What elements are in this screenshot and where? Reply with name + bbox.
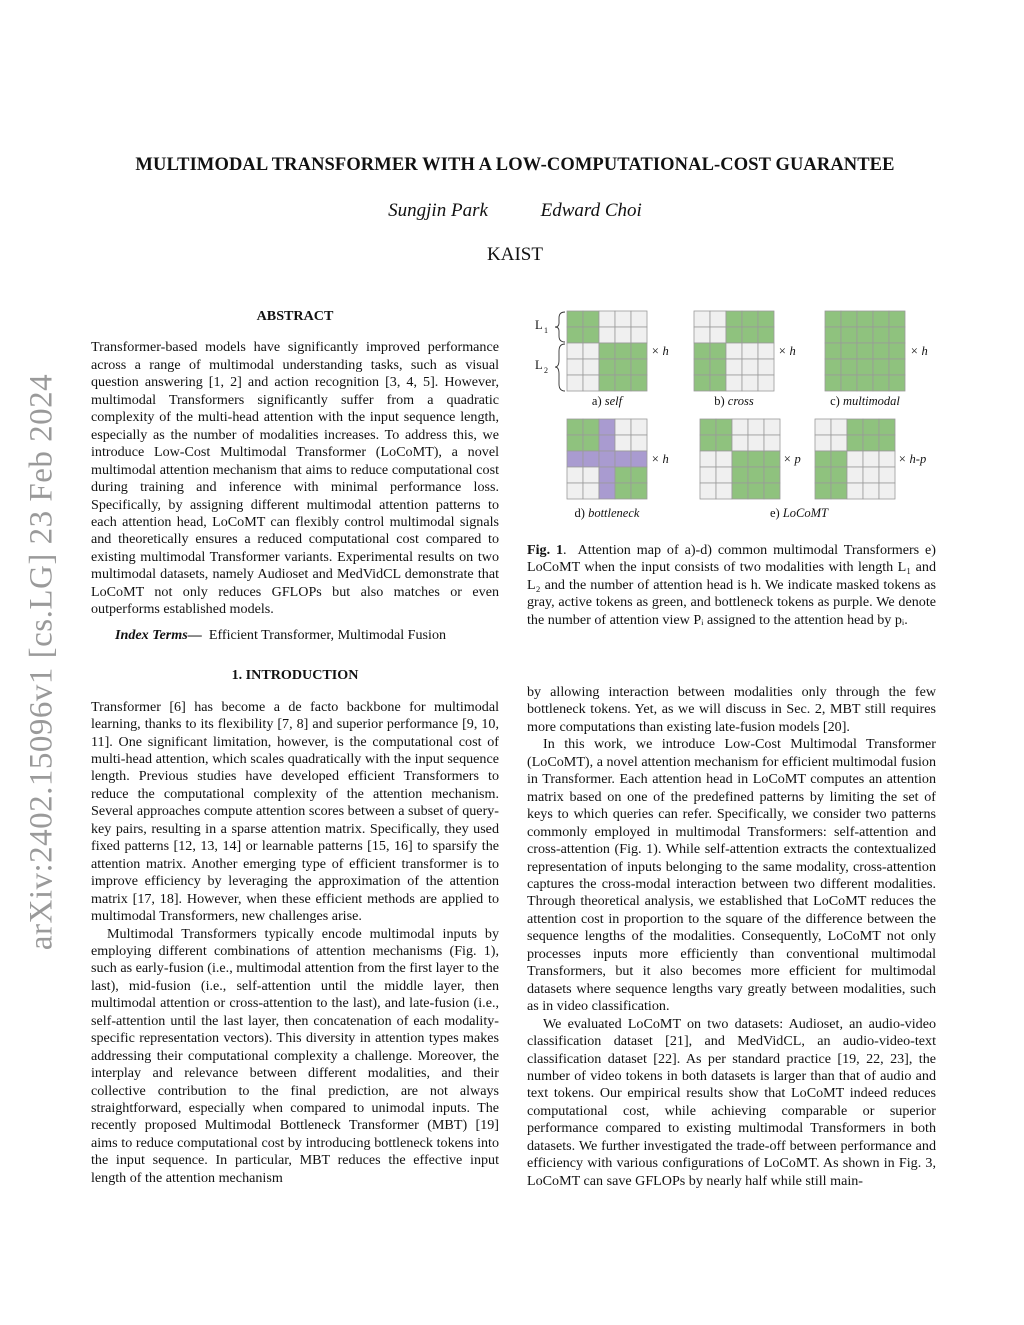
- attention-cell: [889, 327, 905, 343]
- multiplier-locomt-hp: × h-p: [898, 452, 927, 466]
- attention-cell: [694, 311, 710, 327]
- attention-cell: [873, 375, 889, 391]
- abstract-text: Transformer-based models have significantly improved performance across a range of multimodal understanding tasks, such as visual question answering [1, 2] and action recognition [3, 4, 5]. However, multimodal Transformers significantly suffer from a quadratic complexity of the multi-head attention with the input sequence length, especially as the number of modalities increases. To address this, we introduce Low-Cost Multimodal Transformer (LoCoMT), a novel multimodal attention mechanism that aims to reduce computational cost during training and inference with minimal performance loss. Specifically, by assigning different multimodal attention patterns to each attention head, LoCoMT can flexibly control multimodal signals and theoretically ensures a reduced computational cost compared to existing multimodal Transformer variants. Experimental results on two multimodal datasets, namely Audioset and MedVidCL demonstrate that LoCoMT not only reduces GFLOPs but also matches or even outperforms established models.: [91, 339, 499, 618]
- attention-cell: [631, 327, 647, 343]
- panel-caption-cross: b) cross: [714, 394, 754, 408]
- attention-cell: [615, 451, 631, 467]
- panel-caption-locomt: e) LoCoMT: [770, 506, 828, 520]
- attention-cell: [879, 451, 895, 467]
- cross-attention-grid: [694, 311, 774, 391]
- multiplier-locomt-p: × p: [783, 452, 801, 466]
- attention-cell: [726, 327, 742, 343]
- attention-cell: [764, 483, 780, 499]
- attention-cell: [700, 419, 716, 435]
- attention-cell: [825, 343, 841, 359]
- attention-cell: [615, 419, 631, 435]
- attention-cell: [567, 359, 583, 375]
- attention-cell: [726, 343, 742, 359]
- attention-cell: [742, 311, 758, 327]
- attention-cell: [732, 451, 748, 467]
- author-list: [60, 200, 970, 222]
- author-name: Sungjin Park: [388, 200, 488, 221]
- attention-cell: [716, 483, 732, 499]
- attention-cell: [748, 435, 764, 451]
- attention-cell: [599, 451, 615, 467]
- attention-cell: [700, 483, 716, 499]
- attention-cell: [694, 375, 710, 391]
- attention-cell: [631, 343, 647, 359]
- attention-cell: [631, 419, 647, 435]
- attention-cell: [700, 451, 716, 467]
- attention-cell: [825, 311, 841, 327]
- attention-cell: [700, 467, 716, 483]
- attention-cell: [567, 467, 583, 483]
- length-label-l1-sub: 1: [544, 326, 548, 335]
- brace-l2: [555, 344, 565, 391]
- attention-cell: [615, 311, 631, 327]
- attention-cell: [764, 451, 780, 467]
- attention-cell: [879, 467, 895, 483]
- attention-cell: [847, 451, 863, 467]
- multiplier-self: × h: [651, 344, 669, 358]
- attention-cell: [742, 343, 758, 359]
- attention-cell: [758, 375, 774, 391]
- attention-cell: [841, 343, 857, 359]
- attention-cell: [831, 467, 847, 483]
- attention-cell: [631, 311, 647, 327]
- attention-cell: [815, 483, 831, 499]
- attention-cell: [615, 359, 631, 375]
- figure-caption-text: Attention map of a)-d) common multimodal Transformers e) LoCoMT when the input consists of two modalities with length L₁ and L₂ and the number of attention head is h. We indicate masked tokens as gray, active tokens as green, and bottleneck tokens as purple. We denote the number of attention view Pᵢ assigned to the attention head by pᵢ.: [527, 542, 936, 628]
- attention-cell: [889, 375, 905, 391]
- attention-cell: [758, 359, 774, 375]
- attention-cell: [815, 451, 831, 467]
- attention-cell: [615, 327, 631, 343]
- attention-cell: [825, 375, 841, 391]
- attention-cell: [583, 359, 599, 375]
- attention-cell: [742, 375, 758, 391]
- attention-cell: [863, 419, 879, 435]
- attention-cell: [710, 359, 726, 375]
- attention-cell: [863, 483, 879, 499]
- attention-cell: [615, 435, 631, 451]
- attention-cell: [710, 343, 726, 359]
- right-column: [527, 684, 936, 1190]
- attention-cell: [841, 327, 857, 343]
- length-label-l2: L: [535, 358, 543, 372]
- attention-cell: [599, 467, 615, 483]
- attention-cell: [847, 419, 863, 435]
- attention-cell: [583, 451, 599, 467]
- attention-cell: [847, 435, 863, 451]
- affiliation: KAIST: [487, 244, 543, 265]
- attention-cell: [615, 483, 631, 499]
- attention-cell: [599, 327, 615, 343]
- attention-cell: [726, 359, 742, 375]
- attention-cell: [583, 467, 599, 483]
- attention-cell: [567, 375, 583, 391]
- length-label-l2-sub: 2: [544, 366, 548, 375]
- bottleneck-attention-grid: [567, 419, 647, 499]
- attention-cell: [732, 467, 748, 483]
- attention-cell: [583, 311, 599, 327]
- attention-cell: [631, 435, 647, 451]
- figure-caption-label: Fig. 1: [527, 542, 564, 558]
- intro-paragraph: Multimodal Transformers typically encode multimodal inputs by employing different combinations of attention mechanisms (Fig. 1), such as early-fusion (i.e., multimodal attention from the first layer to the last), mid-fusion (i.e., self-attention until the middle layer, then multimodal attention or cross-attention to the last), and late-fusion (i.e., self-attention until the last layer, then concatenation of each modality-specific representation vectors). This diversity in attention types makes addressing their computational complexity a challenge. Moreover, the interplay and relevance between different modalities, and their collective contribution to the final prediction, are not always straightforward, especially when compared to unimodal inputs. The recently proposed Multimodal Bottleneck Transformer (MBT) [19] aims to reduce computational cost by introducing bottleneck tokens into the input sequence. In particular, MBT reduces the effective input length of the attention mechanism: [91, 925, 499, 1186]
- locomt-cross-grid: [815, 419, 895, 499]
- brace-l1: [555, 312, 565, 342]
- attention-cell: [700, 435, 716, 451]
- self-attention-grid: [567, 311, 647, 391]
- attention-cell: [863, 435, 879, 451]
- attention-cell: [567, 327, 583, 343]
- attention-cell: [841, 311, 857, 327]
- figure-caption: Fig. 1. Attention map of a)-d) common multimodal Transformers e) LoCoMT when the input consists of two modalities with length L₁ and L₂ and the number of attention head is h. We indicate masked tokens as gray, active tokens as green, and bottleneck tokens as purple. We denote the number of attention view Pᵢ assigned to the attention head by pᵢ.: [527, 542, 936, 628]
- attention-cell: [599, 419, 615, 435]
- attention-cell: [716, 467, 732, 483]
- index-terms-value: Efficient Transformer, Multimodal Fusion: [208, 626, 447, 643]
- figure-attention-maps: [527, 305, 936, 530]
- attention-cell: [879, 435, 895, 451]
- attention-cell: [831, 435, 847, 451]
- attention-cell: [631, 359, 647, 375]
- index-terms: [91, 627, 499, 644]
- attention-cell: [841, 359, 857, 375]
- author-name: Edward Choi: [540, 200, 642, 221]
- attention-cell: [694, 327, 710, 343]
- attention-cell: [825, 327, 841, 343]
- attention-cell: [716, 435, 732, 451]
- paper-title: MULTIMODAL TRANSFORMER WITH A LOW-COMPUTATIONAL-COST GUARANTEE: [135, 155, 895, 175]
- attention-cell: [726, 311, 742, 327]
- attention-cell: [583, 343, 599, 359]
- locomt-self-grid: [700, 419, 780, 499]
- attention-cell: [879, 483, 895, 499]
- intro-paragraph: We evaluated LoCoMT on two datasets: Audioset, an audio-video classification dataset [21], and MedVidCL, an audio-video-text classification dataset [22]. As per standard practice [19, 22, 23], the number of video tokens in both datasets is larger than that of audio and text tokens. Our empirical results show that LoCoMT indeed reduces computational cost, while achieving comparable or superior performance compared to existing multimodal Transformers in both datasets. We further investigated the trade-off between performance and efficiency with various configurations of LoCoMT. As shown in Fig. 3, LoCoMT can save GFLOPs by nearly half while still main-: [527, 1015, 936, 1189]
- attention-cell: [815, 419, 831, 435]
- multimodal-attention-grid: [825, 311, 905, 391]
- attention-cell: [889, 311, 905, 327]
- attention-cell: [631, 483, 647, 499]
- attention-cell: [742, 327, 758, 343]
- attention-cell: [631, 451, 647, 467]
- attention-cell: [857, 375, 873, 391]
- attention-cell: [716, 419, 732, 435]
- attention-cell: [873, 359, 889, 375]
- multiplier-cross: × h: [778, 344, 796, 358]
- attention-cell: [710, 327, 726, 343]
- attention-cell: [857, 343, 873, 359]
- attention-cell: [841, 375, 857, 391]
- attention-cell: [847, 483, 863, 499]
- attention-cell: [831, 451, 847, 467]
- attention-cell: [758, 311, 774, 327]
- intro-paragraph: Transformer [6] has become a de facto backbone for multimodal learning, thanks to its flexibility [7, 8] and superior performance [9, 10, 11]. One significant limitation, however, is the computational cost of multi-head attention, which scales quadratically with the input sequence length. Previous studies have developed efficient Transformers to reduce the computational complexity of the attention mechanism. Several approaches compute attention scores between a subset of query-key pairs, resulting in a sparse attention matrix. Specifically, they used fixed patterns [12, 13, 14] or learnable patterns [15, 16] to sparsify the attention matrix. Another emerging type of efficient transformer is to improve efficiency by leveraging the approximation of the attention matrix [17, 18]. However, when these efficient methods are applied to multimodal Transformers, new challenges arise.: [91, 698, 499, 925]
- attention-cell: [583, 483, 599, 499]
- multiplier-bottleneck: × h: [651, 452, 669, 466]
- attention-cell: [732, 435, 748, 451]
- attention-cell: [599, 311, 615, 327]
- introduction-heading: 1. INTRODUCTION: [231, 667, 359, 684]
- attention-cell: [726, 375, 742, 391]
- index-terms-label: Index Terms—: [115, 626, 202, 643]
- attention-cell: [615, 343, 631, 359]
- attention-cell: [599, 343, 615, 359]
- attention-cell: [873, 311, 889, 327]
- attention-cell: [615, 467, 631, 483]
- abstract-heading: ABSTRACT: [256, 308, 334, 324]
- panel-caption-self: a) self: [591, 394, 623, 408]
- attention-cell: [583, 435, 599, 451]
- intro-paragraph: In this work, we introduce Low-Cost Multimodal Transformer (LoCoMT), a novel attention mechanism for efficient multimodal fusion in Transformer. Each attention head in LoCoMT computes an attention matrix based on one of the predefined patterns by limiting the set of keys to which queries can refer. Specifically, we consider two patterns commonly employed in multimodal Transformers: self-attention and cross-attention (Fig. 1). While self-attention extracts the contextualized representation of inputs belonging to the same modality, cross-attention captures the cross-modal interaction between two different modalities. Through theoretical analysis, we established that LoCoMT reduces the attention cost in proportion to the square of the difference between the sequence lengths of the modalities. Consequently, LoCoMT not only processes inputs more efficiently than conventional multimodal Transformers, but it also becomes more efficient for multimodal datasets where sequence lengths vary greatly between modalities, such as in video classification.: [527, 736, 936, 1015]
- attention-cell: [583, 419, 599, 435]
- attention-cell: [567, 343, 583, 359]
- attention-cell: [748, 467, 764, 483]
- attention-cell: [847, 467, 863, 483]
- attention-cell: [748, 419, 764, 435]
- intro-paragraph: by allowing interaction between modalities only through the few bottleneck tokens. Yet, as we will discuss in Sec. 2, MBT still requires more computations than existing late-fusion models [20].: [527, 684, 936, 735]
- panel-caption-bottleneck: d) bottleneck: [574, 506, 640, 520]
- attention-cell: [873, 343, 889, 359]
- attention-cell: [694, 359, 710, 375]
- attention-cell: [879, 419, 895, 435]
- arxiv-identifier: arXiv:2402.15096v1 [cs.LG] 23 Feb 2024: [23, 373, 60, 951]
- attention-cell: [599, 359, 615, 375]
- attention-cell: [863, 467, 879, 483]
- attention-cell: [631, 375, 647, 391]
- attention-cell: [863, 451, 879, 467]
- attention-cell: [732, 419, 748, 435]
- attention-cell: [615, 375, 631, 391]
- left-column: [91, 308, 499, 1187]
- attention-cell: [710, 375, 726, 391]
- attention-cell: [831, 483, 847, 499]
- attention-cell: [857, 327, 873, 343]
- multiplier-multimodal: × h: [910, 344, 928, 358]
- attention-cell: [764, 467, 780, 483]
- length-label-l1: L: [535, 318, 543, 332]
- panel-caption-multimodal: c) multimodal: [830, 394, 900, 408]
- attention-cell: [815, 467, 831, 483]
- attention-cell: [889, 343, 905, 359]
- attention-cell: [583, 327, 599, 343]
- attention-cell: [815, 435, 831, 451]
- attention-cell: [694, 343, 710, 359]
- attention-cell: [873, 327, 889, 343]
- attention-cell: [567, 419, 583, 435]
- attention-cell: [710, 311, 726, 327]
- attention-cell: [599, 435, 615, 451]
- attention-cell: [889, 359, 905, 375]
- attention-cell: [567, 435, 583, 451]
- attention-cell: [857, 311, 873, 327]
- attention-cell: [631, 467, 647, 483]
- attention-cell: [567, 483, 583, 499]
- attention-cell: [825, 359, 841, 375]
- attention-cell: [764, 435, 780, 451]
- attention-cell: [716, 451, 732, 467]
- attention-cell: [599, 375, 615, 391]
- attention-cell: [567, 311, 583, 327]
- attention-cell: [742, 359, 758, 375]
- attention-cell: [857, 359, 873, 375]
- attention-cell: [831, 419, 847, 435]
- attention-cell: [748, 483, 764, 499]
- attention-cell: [583, 375, 599, 391]
- attention-cell: [758, 343, 774, 359]
- attention-cell: [758, 327, 774, 343]
- attention-cell: [764, 419, 780, 435]
- attention-cell: [567, 451, 583, 467]
- attention-cell: [748, 451, 764, 467]
- attention-cell: [599, 483, 615, 499]
- attention-cell: [732, 483, 748, 499]
